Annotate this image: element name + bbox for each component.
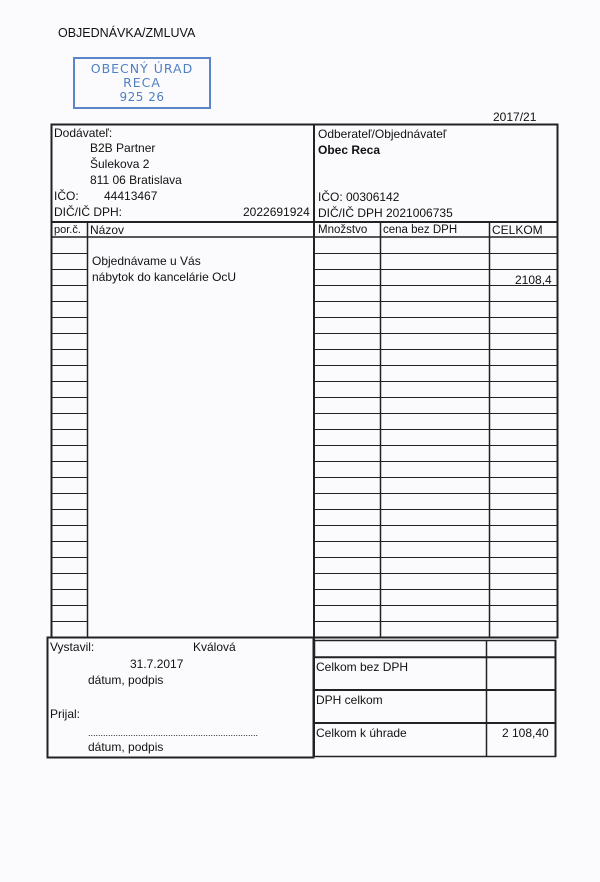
issued-by-name: Kválová	[193, 640, 236, 654]
buyer-dic: DIČ/IČ DPH 2021006735	[318, 206, 453, 220]
supplier-dic-label: DIČ/IČ DPH:	[54, 205, 123, 219]
document-number: 2017/21	[493, 110, 537, 124]
date-signature-label-2: dátum, podpis	[88, 740, 164, 754]
total-without-vat-label: Celkom bez DPH	[316, 660, 409, 674]
date-signature-label-1: dátum, podpis	[88, 673, 164, 687]
header-name: Názov	[90, 223, 125, 237]
issued-date: 31.7.2017	[130, 657, 184, 671]
supplier-name: B2B Partner	[90, 141, 156, 155]
supplier-ico-label: IČO:	[54, 189, 79, 203]
document-title: OBJEDNÁVKA/ZMLUVA	[58, 26, 196, 40]
supplier-street: Šulekova 2	[90, 157, 150, 171]
header-total: CELKOM	[492, 223, 543, 237]
vat-total-label: DPH celkom	[316, 693, 383, 707]
received-by-label: Prijal:	[50, 707, 81, 721]
stamp-line-village: RECA	[123, 75, 161, 90]
header-quantity: Množstvo	[318, 224, 368, 236]
supplier-ico: 44413467	[104, 189, 158, 203]
signature-dotted-line: ....................................................................	[88, 728, 259, 738]
supplier-label: Dodávateľ:	[54, 126, 113, 140]
item-description-line1: Objednávame u Vás	[92, 254, 201, 268]
buyer-ico: IČO: 00306142	[318, 190, 400, 204]
item-total: 2108,4	[515, 273, 552, 287]
header-order-number: por.č.	[54, 224, 81, 236]
item-description-line2: nábytok do kancelárie OcU	[92, 270, 237, 284]
total-to-pay-label: Celkom k úhrade	[316, 726, 407, 740]
issued-by-label: Vystavil:	[50, 640, 95, 654]
total-to-pay-value: 2 108,40	[502, 726, 549, 740]
buyer-name: Obec Reca	[318, 143, 381, 157]
supplier-city: 811 06 Bratislava	[90, 173, 182, 187]
stamp-line-zip: 925 26	[119, 90, 165, 104]
header-price-without-vat: cena bez DPH	[383, 224, 458, 236]
buyer-label: Odberateľ/Objednávateľ	[318, 127, 447, 141]
stamp-line-office: OBECNÝ ÚRAD	[90, 61, 194, 76]
supplier-dic: 2022691924	[243, 205, 310, 219]
